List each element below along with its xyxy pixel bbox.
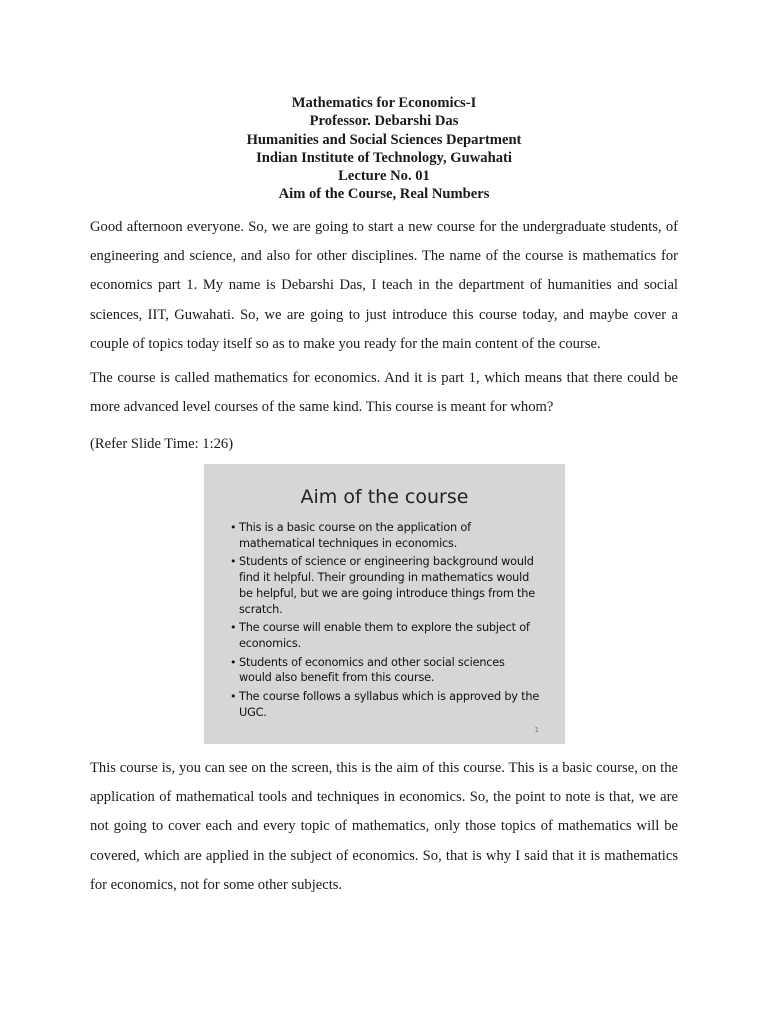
slide-bullet-text: This is a basic course on the application of mathematical techniques in economics. [239, 521, 471, 550]
lecture-header [0, 94, 768, 204]
slide-bullet [230, 689, 540, 720]
bullet-icon: • [230, 555, 237, 569]
paragraph: The course is called mathematics for economics. And it is part 1, which means that there could be more advanced level courses of the same kind. This course is meant for whom? [90, 370, 678, 416]
paragraph: Good afternoon everyone. So, we are going to start a new course for the undergraduate students, of engineering and science, and also for other disciplines. The name of the course is mathematics for economics part 1. My name is Debarshi Das, I teach in the department of humanities and social sciences, IIT, Guwahati. So, we are going to just introduce this course today, and maybe cover a couple of topics today itself so as to make you ready for the main content of the course. [90, 219, 678, 352]
lecture-number: Lecture No. 01 [338, 168, 430, 185]
slide-page-number: 1 [534, 726, 539, 734]
slide-bullet [230, 520, 540, 551]
slide-bullet [230, 620, 540, 651]
department-name: Humanities and Social Sciences Department [246, 131, 522, 148]
slide-bullet-text: The course will enable them to explore the subject of economics. [239, 621, 530, 650]
slide-image [204, 464, 565, 744]
slide-bullet-text: Students of economics and other social sciences would also benefit from this course. [239, 655, 505, 685]
lecture-topic: Aim of the Course, Real Numbers [278, 186, 490, 203]
slide-title: Aim of the course [300, 486, 469, 508]
professor-name: Professor. Debarshi Das [309, 113, 459, 130]
bullet-icon: • [230, 690, 237, 704]
refer-slide-time: (Refer Slide Time: 1:26) [90, 436, 234, 452]
course-title: Mathematics for Economics-I [291, 95, 477, 111]
bullet-icon: • [230, 521, 237, 534]
slide-bullet [230, 554, 540, 617]
slide-bullet-text: The course follows a syllabus which is approved by the UGC. [239, 690, 540, 719]
slide-bullet-text: Students of science or engineering background would find it helpful. Their grounding in mathematics would be helpful, but we are going introduce things from the scratch. [239, 555, 535, 616]
bullet-icon: • [230, 621, 237, 635]
slide-bullet [230, 655, 540, 686]
bullet-icon: • [230, 655, 237, 669]
institute-name: Indian Institute of Technology, Guwahati [256, 149, 512, 166]
slide-bullet-list [230, 520, 540, 723]
paragraph: This course is, you can see on the screen, this is the aim of this course. This is a basic course, on the application of mathematical tools and techniques in economics. So, the point to note is that, we are not going to cover each and every topic of mathematics, only those topics of mathematics will be covered, which are applied in the subject of economics. So, that is why I said that it is mathematics for economics, not for some other subjects. [90, 760, 678, 893]
